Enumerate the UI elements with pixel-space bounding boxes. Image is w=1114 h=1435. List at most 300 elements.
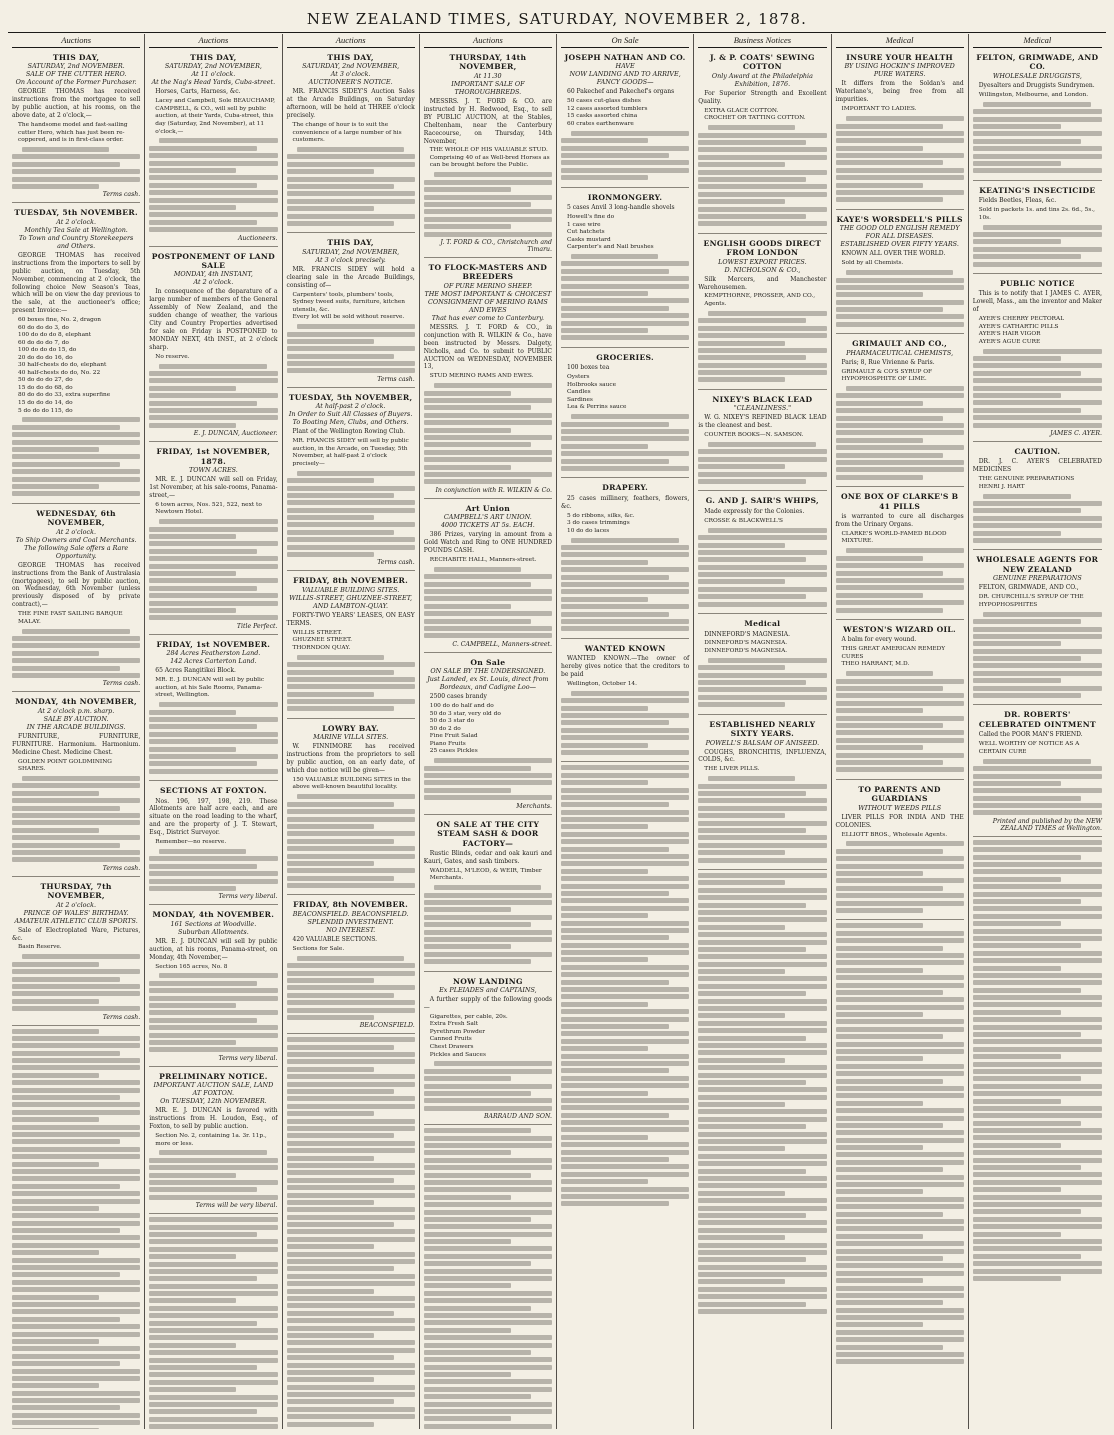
ad-item-list [293,630,415,653]
ad-item: COUNTER BOOKS—N. SAMSON. [704,432,804,439]
text-line [149,1395,277,1400]
ad-body [287,428,415,436]
ad-body [836,359,964,367]
text-line [836,146,923,151]
print-texture [698,311,826,383]
ad-signature: Terms very liberal. [218,893,278,901]
print-texture [698,776,826,862]
text-line [973,1076,1082,1081]
text-line [12,484,99,489]
text-line [698,221,826,226]
ad-item: Piano Fruits [429,740,466,747]
text-line [287,191,415,196]
ad-item-list [293,777,415,792]
print-texture [561,131,689,180]
advertisement [287,391,415,572]
text-line [287,177,415,182]
print-texture [836,841,964,913]
text-line [424,900,552,905]
ad-paragraph: MR. FRANCIS SIDEY will hold a clearing sale in the Arcade Buildings, consisting of— [286,265,415,289]
column-6 [694,34,831,1429]
text-line [287,1052,415,1057]
text-line [698,1198,826,1203]
text-line [149,408,277,413]
ad-item: Oysters [567,374,590,381]
ad-paragraph: MR. E. J. DUNCAN is favored with instructions from H. Loudon, Esq., of Foxton, to sell by public auction. [149,1107,278,1131]
text-line [424,1232,552,1237]
text-line [12,169,140,174]
text-line [698,999,826,1004]
text-line [12,1147,140,1152]
text-line [424,428,511,433]
ad-item-list [567,374,689,412]
text-line [149,1025,277,1030]
text-line [973,1135,1102,1140]
text-line [698,1183,826,1188]
text-line [973,847,1102,852]
text-line [424,479,532,484]
text-line [12,1213,140,1218]
text-line [287,1385,415,1390]
ad-item: Lacey and Campbell, Sole BEAUCHAMP, CAMPBELL, & CO., will sell by public auction, at their Yards, Cuba-street, this day (Saturday, 2nd November), at 11 o'clock,— [155,98,276,135]
text-line [424,1291,552,1296]
text-line [973,378,1102,383]
text-line [561,935,669,940]
text-line [698,594,806,599]
text-line [149,1180,277,1185]
ad-item-list [704,293,826,308]
text-line [149,1269,277,1274]
text-line [698,170,826,175]
text-line [287,1096,415,1101]
advertisement [561,351,689,479]
text-line [973,1224,1102,1229]
text-line [561,987,689,992]
ad-lead: WITHOUT WEEDS PILLS [858,803,942,812]
ad-body [149,476,277,500]
text-line [973,641,1061,646]
text-line [973,1261,1102,1266]
text-line [12,1287,140,1292]
text-line [561,1002,648,1007]
text-line [12,1332,140,1337]
text-line [149,1047,277,1052]
ad-body [12,88,140,120]
text-line [22,776,140,781]
ad-paragraph: DR. J. C. AYER'S CELEBRATED MEDICINES [972,458,1102,474]
text-line [561,626,689,631]
text-line [698,1161,826,1166]
text-line [836,760,944,765]
text-line [698,348,826,353]
text-line [836,168,964,173]
text-line [424,1210,552,1215]
text-line [424,420,552,425]
text-line [287,1326,415,1331]
ad-lead: PHARMACEUTICAL CHEMISTS, [846,348,954,357]
text-line [698,1265,826,1270]
text-line [836,1108,964,1113]
text-line [698,1228,826,1233]
text-line [149,190,277,195]
ad-title: WEDNESDAY, 6th NOVEMBER, [36,508,116,528]
text-line [12,491,140,496]
text-line [561,884,689,889]
text-line [424,922,532,927]
text-line [149,175,277,180]
text-line [836,1189,923,1194]
text-line [698,873,826,878]
advertisement [698,51,826,234]
text-line [973,869,1102,874]
text-line [12,1228,120,1233]
text-line [561,1105,689,1110]
ad-body [836,513,964,529]
ad-item: 150 VALUABLE BUILDING SITES in the above well-known beautiful locality. [292,776,411,791]
ad-item: 60 boxes fine, No. 2, dragon [18,317,102,324]
text-line [836,1337,964,1342]
ad-paragraph: FORTY-TWO YEARS' LEASES, ON EASY TERMS. [286,611,415,627]
text-line [698,472,826,477]
ad-subtitle: OF PURE MERINO SHEEP. [443,281,533,290]
text-line [698,1043,826,1048]
ad-item-list [842,646,964,669]
ad-lead: CAMPBELL'S ART UNION. [443,513,532,522]
text-line [287,1163,415,1168]
ad-title: JOSEPH NATHAN AND CO. [564,53,686,62]
text-line [973,1113,1102,1118]
print-texture [149,364,277,428]
text-line [698,1124,806,1129]
text-line [973,855,1082,860]
text-line [287,1340,415,1345]
ad-title: DRAPERY. [602,483,649,493]
text-line [287,1193,415,1198]
ad-body [698,276,826,292]
text-line [698,991,806,996]
text-line [973,914,1102,919]
text-line [424,1187,552,1192]
text-line [287,346,415,351]
text-line [12,791,99,796]
text-line [424,1180,552,1185]
text-line [836,1271,964,1276]
ad-signature: Terms will be very liberal. [195,1202,278,1210]
text-line [561,597,648,602]
text-line [983,612,1102,617]
ad-item-list [979,207,1102,222]
text-line [836,1064,964,1069]
text-line [836,1226,964,1231]
ad-title: POSTPONEMENT OF LAND SALE [151,251,276,270]
ad-subtitle: At 2 o'clock. [56,900,96,909]
text-line [836,416,944,421]
text-line [12,1162,99,1167]
ad-line: AUCTIONEER'S NOTICE. [308,78,393,87]
text-line [12,1169,140,1174]
text-line [836,285,964,290]
ad-title: ENGLISH GOODS DIRECT FROM LONDON [703,238,822,258]
text-line [561,619,689,624]
text-line [424,1350,532,1355]
text-line [973,516,1102,521]
text-line [973,363,1102,368]
text-line [12,1125,140,1130]
text-line [12,1102,140,1107]
ad-signature: Terms cash. [102,191,141,199]
advertisement [973,445,1102,550]
ad-lead: THE GOOD OLD ENGLISH REMEDY FOR ALL DISEASES. [839,224,960,241]
text-line [698,355,806,360]
text-line [846,386,964,391]
print-texture [973,612,1102,698]
text-line [149,1313,277,1318]
text-line [12,835,140,840]
text-line [424,574,552,579]
text-line [836,401,923,406]
ad-body [973,82,1102,90]
text-line [424,1372,511,1377]
text-line [836,1012,923,1017]
text-line [424,1283,511,1288]
text-line [287,1045,395,1050]
text-line [698,535,826,540]
text-line [149,1402,277,1407]
text-line [12,1051,120,1056]
ad-item: Sold by all Chemists. [841,260,904,267]
print-texture [287,147,415,226]
text-line [836,1286,964,1291]
text-line [708,528,826,533]
text-line [561,153,669,158]
advertisement [149,908,277,1066]
text-line [836,1278,923,1283]
text-line [846,671,933,676]
text-line [12,154,140,159]
text-line [149,205,236,210]
text-line [287,684,415,689]
ad-item-list [18,317,140,415]
text-line [287,831,415,836]
text-line [698,177,806,182]
text-line [973,686,1102,691]
text-line [561,1157,669,1162]
text-line [708,442,816,447]
ad-title: ESTABLISHED NEARLY SIXTY YEARS. [709,719,816,739]
ad-line: Suburban Allotments. [177,927,249,936]
text-line [973,1246,1102,1251]
text-line [698,673,826,678]
page-title: NEW ZEALAND TIMES, SATURDAY, NOVEMBER 2, 1878. [306,10,808,28]
text-line [424,435,552,440]
text-line [12,1095,120,1100]
text-line [287,985,415,990]
text-line [698,1058,785,1063]
text-line [708,311,826,316]
text-line [698,147,826,152]
ad-title: WANTED KNOWN [584,643,666,653]
text-line [836,686,944,691]
ad-item-list [704,108,826,123]
ad-lead: At 11 o'clock. [191,70,236,79]
ad-body [12,252,140,315]
column-4 [420,34,557,1429]
ad-item: CROCHET OR TATTING COTTON. [704,115,806,122]
ad-body [973,731,1102,739]
text-line [561,795,689,800]
ad-body [836,80,964,104]
print-texture [149,702,277,774]
ad-item: 10 do do laces [567,527,610,534]
text-line [973,423,1102,428]
text-line [973,1165,1082,1170]
ad-item: 50 do 3 star, very old do [429,710,501,717]
text-line [12,806,120,811]
text-line [287,368,415,373]
text-line [973,921,1061,926]
text-line [149,534,236,539]
ad-line: Just Landed, ex St. Louis, direct from Bordeaux, and Cadigne Loo— [427,675,549,692]
text-line [698,192,826,197]
text-line [149,1276,257,1281]
ad-subtitle: TOWN ACRES. [188,466,238,475]
text-line [287,1148,415,1153]
ad-lead: THE MOST IMPORTANT & CHOICEST CONSIGNMENT OF MERINO RAMS AND EWES [424,289,552,314]
ad-lead: 161 Sections at Woodville. [170,919,257,928]
text-line [561,575,669,580]
text-line [698,1102,785,1107]
ad-item-list [704,766,826,774]
text-line [973,117,1102,122]
text-line [424,582,532,587]
ad-item: Chest Drawers [429,1044,474,1051]
text-line [973,810,1102,815]
text-line [836,1300,944,1305]
text-line [434,567,521,572]
ad-signature: BARRAUD AND SON. [483,1113,552,1121]
ad-paragraph: KNOWN ALL OVER THE WORLD. [841,250,946,258]
text-line [149,198,277,203]
text-line [698,1250,826,1255]
text-line [149,886,236,891]
text-line [149,1424,277,1429]
text-line [561,720,669,725]
text-line [561,698,689,703]
text-line [424,930,552,935]
text-line [698,557,806,562]
text-line [424,1202,552,1207]
text-line [698,680,806,685]
text-line [836,430,964,435]
text-line [12,1199,140,1204]
text-line [424,1335,552,1340]
text-line [561,1142,689,1147]
text-line [424,915,552,920]
ad-signature: J. T. FORD & CO., Christchurch and Timaru. [440,238,552,253]
text-line [698,903,806,908]
ad-line: IN THE ARCADE BUILDINGS. [26,722,126,731]
advertisement [836,783,964,921]
text-line [149,415,277,420]
text-line [973,980,1102,985]
ad-paragraph: A balm for every wound. [841,636,917,644]
text-line [287,1037,415,1042]
column-1 [8,34,145,1429]
text-line [973,1217,1102,1222]
ad-item: 60 do do do 7, do [18,339,69,346]
text-line [836,563,964,568]
text-line [836,1234,923,1239]
text-line [424,1098,552,1103]
text-line [561,612,669,617]
text-line [561,854,689,859]
ad-paragraph: 25 cases millinery, feathers, flowers, &c. [561,494,690,510]
ad-item: The change of hour is to suit the convenience of a large number of his customers. [292,122,402,144]
text-line [698,377,785,382]
text-line [12,1080,140,1085]
advertisement [561,51,689,188]
text-line [973,371,1082,376]
text-line [12,1302,140,1307]
ad-paragraph: GEORGE THOMAS has received instructions from the Bank of Australasia (mortgagees), to sell by public auction, on Wednesday, 6th November (unless previously disposed of by private contract),— [12,561,141,609]
text-line [561,160,689,165]
ad-title: On Sale [470,657,506,667]
text-line [571,538,679,543]
print-texture [561,765,689,1206]
text-line [973,168,1102,173]
text-line [561,713,689,718]
text-line [973,109,1102,114]
text-line [287,1222,395,1227]
column-5 [557,34,694,1429]
text-line [297,655,384,660]
text-line [973,1047,1102,1052]
ad-line: To Town and Country Storekeepers and Others. [18,233,134,250]
ad-paragraph: 386 Prizes, varying in amount from a Gold Watch and Ring to ONE HUNDRED POUNDS CASH. [423,531,552,554]
text-line [708,658,826,663]
text-line [836,160,944,165]
text-line [561,1201,669,1206]
text-line [149,754,277,759]
text-line [561,291,648,296]
ad-item-list [155,1133,277,1148]
text-line [561,436,689,441]
ad-title: PUBLIC NOTICE [999,278,1075,288]
text-line [287,868,415,873]
text-line [973,973,1102,978]
text-line [836,1049,964,1054]
text-line [561,898,689,903]
text-line [149,220,257,225]
text-line [287,1289,374,1294]
ad-item: Candles [567,389,591,396]
text-line [561,921,689,926]
advertisement [287,898,415,1034]
text-line [836,585,964,590]
text-line [287,486,415,491]
text-line [12,984,140,989]
text-line [836,571,944,576]
text-line [424,1165,552,1170]
ad-item: THE FINE FAST SAILING BARQUE MALAY. [18,611,123,625]
text-line [287,1355,395,1360]
ad-item-list [430,373,552,381]
ad-body [973,197,1102,205]
text-line [561,824,648,829]
text-line [698,1294,826,1299]
text-line [149,1380,277,1385]
text-line [12,666,120,671]
